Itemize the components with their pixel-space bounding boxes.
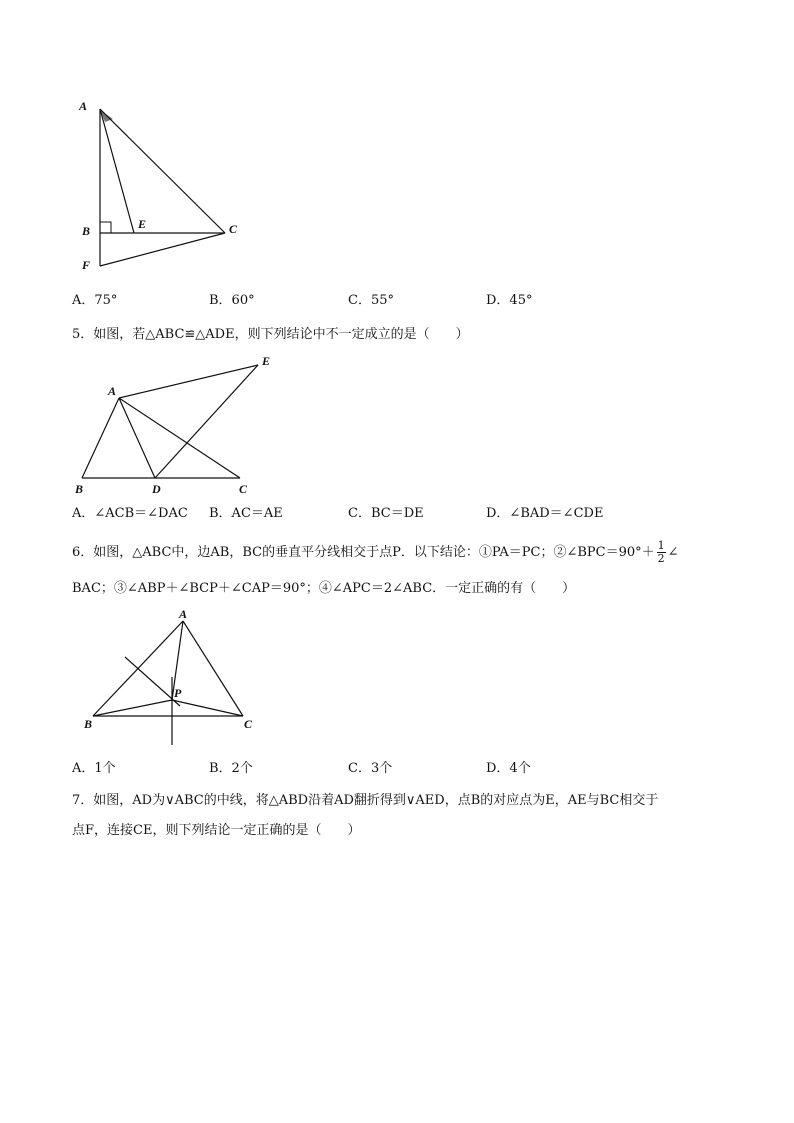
q5-option-a: A．∠ACB＝∠DAC — [72, 506, 188, 521]
q5-figure — [70, 350, 290, 500]
q6-option-a: A．1个 — [72, 761, 116, 776]
q6-stem-line2: BAC；③∠ABP＋∠BCP＋∠CAP＝90°；④∠APC＝2∠ABC．一定正确的有（ ） — [72, 581, 576, 596]
q6-option-c: C．3个 — [348, 761, 393, 776]
q6-line-ac — [183, 621, 243, 716]
q6-stem-line1 — [72, 540, 679, 565]
q6-stem-part-a: 6．如图，△ABC中，边AB，BC的垂直平分线相交于点P．以下结论：①PA＝PC；②∠BPC＝90°＋ — [72, 545, 655, 560]
q7-stem-line2: 点F，连接CE，则下列结论一定正确的是（ ） — [72, 823, 361, 838]
q5-label-e: E — [262, 354, 271, 368]
q6-stem-part-b: ∠ — [667, 545, 679, 560]
q6-fraction — [657, 540, 666, 565]
q6-label-a: A — [179, 607, 188, 621]
q5-label-a: A — [108, 384, 117, 398]
q4-option-d: D．45° — [486, 293, 533, 308]
q4-label-e: E — [138, 217, 147, 231]
q4-right-angle-mark — [100, 222, 111, 233]
q6-line-pb — [93, 700, 172, 716]
q5-line-de — [155, 365, 258, 478]
q6-option-b: B．2个 — [209, 761, 253, 776]
q4-line-fc — [100, 233, 225, 266]
q4-label-f: F — [82, 258, 91, 272]
q4-option-c: C．55° — [348, 293, 394, 308]
q4-label-a: A — [79, 99, 88, 113]
q5-label-b: B — [75, 482, 84, 496]
q7-stem-line1: 7．如图，AD为∨ABC的中线，将△ABD沿着AD翻折得到∨AED，点B的对应点为E，AE与BC相交于 — [72, 793, 659, 808]
q6-option-d: D．4个 — [486, 761, 531, 776]
q4-option-a: A．75° — [72, 293, 118, 308]
q4-figure — [70, 95, 270, 280]
q5-option-d: D．∠BAD＝∠CDE — [486, 506, 604, 521]
q6-label-b: B — [84, 717, 93, 731]
q4-line-ae — [100, 109, 134, 233]
q5-label-c: C — [239, 482, 248, 496]
q5-option-c: C．BC＝DE — [348, 506, 424, 521]
q4-label-b: B — [82, 224, 91, 238]
q6-label-p: P — [174, 686, 182, 700]
q5-option-b: B．AC＝AE — [209, 506, 283, 521]
q6-figure — [70, 605, 270, 750]
q6-label-c: C — [244, 717, 253, 731]
q6-fraction-denominator: 2 — [657, 552, 665, 565]
q4-line-ac — [100, 109, 225, 233]
q6-fraction-numerator: 1 — [657, 539, 665, 552]
q4-option-b: B．60° — [209, 293, 255, 308]
q6-line-pc — [172, 700, 243, 716]
q5-line-ab — [82, 398, 119, 478]
q5-line-ae — [119, 365, 258, 398]
q5-label-d: D — [152, 482, 161, 496]
q4-label-c: C — [229, 222, 238, 236]
q5-stem: 5．如图，若△ABC≌△ADE，则下列结论中不一定成立的是（ ） — [72, 327, 469, 342]
